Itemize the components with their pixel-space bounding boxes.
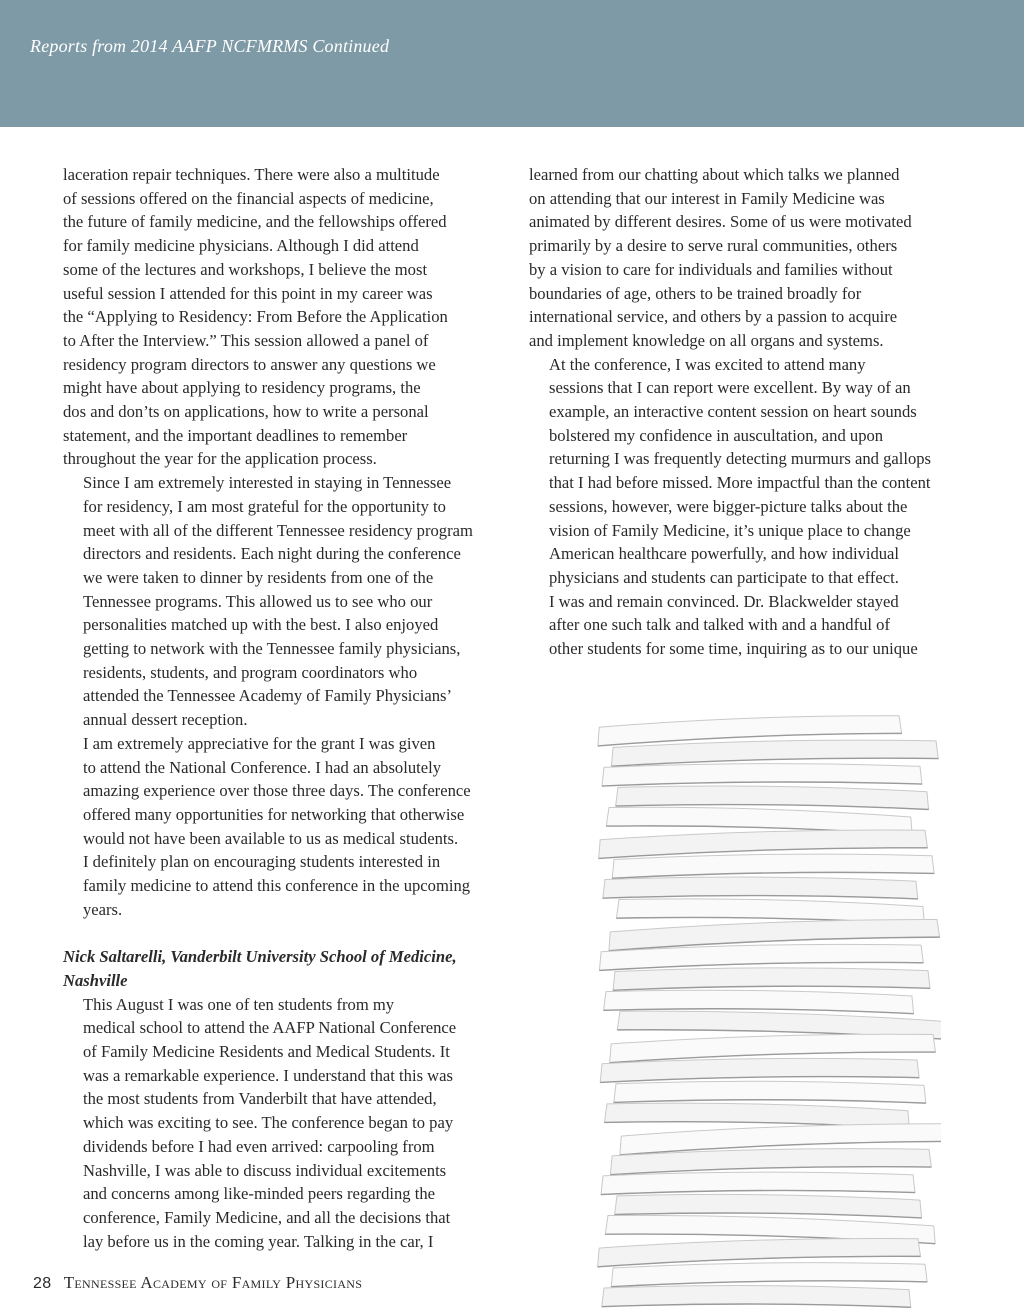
text-line: sessions, however, were bigger-picture talks about the (549, 496, 908, 516)
text-line: learned from our chatting about which talks we planned (529, 165, 900, 184)
paragraph (63, 732, 503, 922)
text-line: I am extremely appreciative for the grant I was given (83, 733, 436, 753)
text-line: might have about applying to residency programs, the (63, 378, 421, 398)
footer-organization: Tennessee Academy of Family Physicians (63, 1273, 363, 1292)
text-line: lay before us in the coming year. Talking in the car, I (83, 1231, 434, 1251)
text-line: Nashville (63, 970, 128, 990)
paper-sheet (611, 1261, 927, 1286)
paragraph (63, 471, 503, 732)
text-line: conference, Family Medicine, and all the decisions that (83, 1207, 451, 1227)
text-line: other students for some time, inquiring as to our unique (549, 639, 918, 659)
paper-sheet (611, 738, 938, 766)
text-line: was a remarkable experience. I understand that this was (83, 1065, 453, 1085)
text-line: residents, students, and program coordinators who (83, 662, 418, 682)
text-line: of Family Medicine Residents and Medical Students. It (83, 1042, 450, 1061)
running-header: Reports from 2014 AAFP NCFMRMS Continued (30, 36, 390, 56)
page-footer (33, 1273, 362, 1293)
text-line: which was exciting to see. The conference began to pay (83, 1113, 454, 1133)
text-line: laceration repair techniques. There were also a multitude (63, 165, 440, 184)
text-line: we were taken to dinner by residents from one of the (83, 567, 434, 587)
text-line: throughout the year for the application process. (63, 449, 377, 469)
text-line: of sessions offered on the financial aspects of medicine, (63, 188, 434, 208)
text-line: boundaries of age, others to be trained broadly for (529, 283, 862, 303)
text-line: Nick Saltarelli, Vanderbilt University School of Medicine, (63, 947, 457, 967)
text-line: to After the Interview.” This session allowed a panel of (63, 330, 429, 350)
text-line: years. (83, 899, 123, 919)
text-line: I definitely plan on encouraging students interested in (83, 852, 441, 872)
text-line: dos and don’ts on applications, how to write a personal (63, 402, 429, 422)
text-line: At the conference, I was excited to attend many (549, 354, 866, 374)
text-line: Nashville, I was able to discuss individual excitements (83, 1160, 447, 1180)
paragraph (63, 163, 503, 471)
text-line: and implement knowledge on all organs and systems. (529, 330, 884, 350)
text-line: This August I was one of ten students from my (83, 994, 395, 1014)
text-line: amazing experience over those three days. The conference (83, 781, 471, 801)
text-line: animated by different desires. Some of us were motivated (529, 212, 912, 232)
text-line: I was and remain convinced. Dr. Blackwelder stayed (549, 591, 899, 611)
text-line: would not have been available to us as medical students. (83, 828, 459, 848)
author-byline (63, 945, 503, 992)
text-line: statement, and the important deadlines to remember (63, 425, 408, 445)
paper-sheet (602, 764, 922, 786)
paper-sheet (612, 853, 934, 878)
paragraph (63, 993, 503, 1254)
text-line: the “Applying to Residency: From Before the Application (63, 307, 448, 327)
text-line: primarily by a desire to serve rural communities, others (529, 236, 898, 256)
text-line: Tennessee programs. This allowed us to see who our (83, 591, 433, 611)
paper-sheet (597, 1236, 920, 1267)
header-band (0, 0, 1024, 127)
paper-sheet (609, 1032, 935, 1063)
text-line: sessions that I can report were excellent. By way of an (549, 378, 911, 398)
text-line: to attend the National Conference. I had an absolutely (83, 757, 442, 777)
page-number: 28 (33, 1275, 52, 1292)
paper-sheet (613, 968, 930, 990)
text-line: dividends before I had even arrived: carpooling from (83, 1136, 435, 1156)
text-line: medical school to attend the AAFP National Conference (83, 1018, 457, 1038)
text-line: Since I am extremely interested in staying in Tennessee (83, 473, 452, 493)
text-line: some of the lectures and workshops, I believe the most (63, 259, 428, 279)
paper-sheet (598, 827, 927, 858)
text-line: offered many opportunities for networking that otherwise (83, 804, 465, 824)
text-line: family medicine to attend this conference in the upcoming (83, 876, 471, 896)
text-line: personalities matched up with the best. I also enjoyed (83, 615, 439, 635)
text-line: for family medicine physicians. Although I did attend (63, 236, 419, 256)
text-line: by a vision to care for individuals and families without (529, 259, 893, 279)
text-line: physicians and students can participate to that effect. (549, 567, 899, 587)
paper-sheet (603, 876, 918, 901)
text-line: and concerns among like-minded peers regarding the (83, 1184, 436, 1204)
text-line: the most students from Vanderbilt that have attended, (83, 1089, 437, 1109)
paragraph (529, 353, 969, 661)
text-line: directors and residents. Each night during the conference (83, 544, 461, 564)
left-column (63, 163, 503, 1253)
paper-sheet (614, 1080, 926, 1105)
text-line: that I had before missed. More impactful than the content (549, 473, 931, 493)
paper-sheet (602, 1284, 911, 1309)
text-line: attended the Tennessee Academy of Family Physicians’ (83, 686, 453, 706)
text-line: returning I was frequently detecting murmurs and gallops (549, 449, 932, 469)
right-column (529, 163, 969, 661)
text-line: American healthcare powerfully, and how individual (549, 544, 900, 564)
text-line: international service, and others by a passion to acquire (529, 307, 898, 327)
text-line: on attending that our interest in Family Medicine was (529, 188, 885, 208)
text-line: bolstered my confidence in auscultation, and upon (549, 425, 884, 445)
text-line: vision of Family Medicine, it’s unique place to change (549, 520, 911, 540)
text-line: after one such talk and talked with and a handful of (549, 615, 890, 635)
text-line: for residency, I am most grateful for the opportunity to (83, 496, 446, 516)
paper-sheet (601, 1172, 915, 1194)
text-line: the future of family medicine, and the fellowships offered (63, 212, 447, 232)
text-line: residency program directors to answer any questions we (63, 354, 436, 374)
paper-sheet (600, 1057, 919, 1082)
text-line: meet with all of the different Tennessee residency program (83, 520, 473, 540)
paper-stack-illustration (596, 700, 941, 1314)
text-line: getting to network with the Tennessee family physicians, (83, 639, 461, 659)
paragraph (529, 163, 969, 353)
text-line: useful session I attended for this point in my career was (63, 283, 433, 303)
text-line: annual dessert reception. (83, 710, 248, 730)
text-line: example, an interactive content session on heart sounds (549, 402, 917, 422)
